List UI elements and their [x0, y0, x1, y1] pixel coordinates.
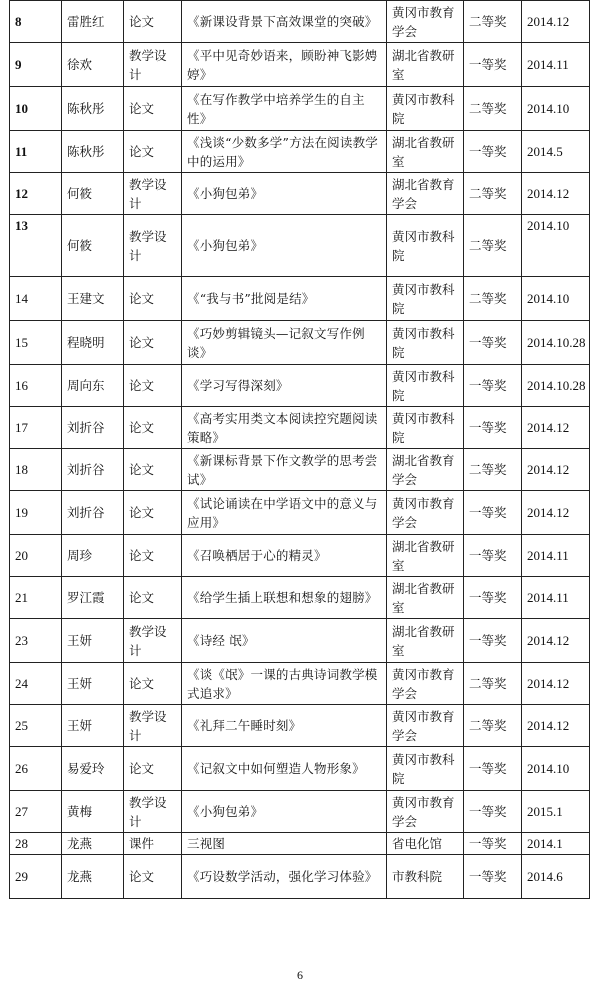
table-row — [10, 407, 590, 449]
work-type: 教学设计 — [124, 173, 182, 215]
author-name: 王建文 — [62, 277, 124, 321]
row-number: 27 — [10, 791, 62, 833]
table-row — [10, 535, 590, 577]
work-title: 《巧设数学活动，强化学习体验》 — [182, 855, 387, 899]
author-name: 何筱 — [62, 173, 124, 215]
row-number: 23 — [10, 619, 62, 663]
award-date: 2014.12 — [522, 407, 590, 449]
work-title: 《小狗包弟》 — [182, 215, 387, 277]
work-type: 论文 — [124, 365, 182, 407]
row-number: 12 — [10, 173, 62, 215]
work-type: 论文 — [124, 87, 182, 131]
work-title: 《给学生插上联想和想象的翅膀》 — [182, 577, 387, 619]
row-number: 19 — [10, 491, 62, 535]
author-name: 何筱 — [62, 215, 124, 277]
row-number: 18 — [10, 449, 62, 491]
row-number: 11 — [10, 131, 62, 173]
work-title: 《巧妙剪辑镜头—记叙文写作例谈》 — [182, 321, 387, 365]
work-type: 论文 — [124, 277, 182, 321]
table-row — [10, 43, 590, 87]
table-row — [10, 747, 590, 791]
award-level: 一等奖 — [464, 833, 522, 855]
author-name: 王妍 — [62, 705, 124, 747]
work-type: 论文 — [124, 491, 182, 535]
author-name: 易爱玲 — [62, 747, 124, 791]
award-level: 一等奖 — [464, 535, 522, 577]
award-level: 一等奖 — [464, 855, 522, 899]
work-title: 《“我与书”批阅是结》 — [182, 277, 387, 321]
award-level: 一等奖 — [464, 577, 522, 619]
row-number: 8 — [10, 1, 62, 43]
awarding-organization: 湖北省教育学会 — [387, 173, 464, 215]
work-title: 《记叙文中如何塑造人物形象》 — [182, 747, 387, 791]
author-name: 龙燕 — [62, 855, 124, 899]
work-type: 课件 — [124, 833, 182, 855]
table-row — [10, 577, 590, 619]
award-date: 2014.12 — [522, 619, 590, 663]
award-level: 一等奖 — [464, 619, 522, 663]
table-row — [10, 705, 590, 747]
work-title: 《在写作教学中培养学生的自主性》 — [182, 87, 387, 131]
table-row — [10, 791, 590, 833]
table-row — [10, 491, 590, 535]
awarding-organization: 湖北省教研室 — [387, 535, 464, 577]
award-level: 二等奖 — [464, 705, 522, 747]
awarding-organization: 黄冈市教育学会 — [387, 1, 464, 43]
awarding-organization: 黄冈市教育学会 — [387, 491, 464, 535]
table-row — [10, 87, 590, 131]
awarding-organization: 湖北省教研室 — [387, 43, 464, 87]
award-date: 2014.10 — [522, 215, 590, 277]
work-title: 《高考实用类文本阅读控究题阅读策略》 — [182, 407, 387, 449]
awarding-organization: 湖北省教研室 — [387, 619, 464, 663]
award-level: 一等奖 — [464, 407, 522, 449]
table-row — [10, 173, 590, 215]
work-title: 《平中见奇妙语来，顾盼神飞影娉婷》 — [182, 43, 387, 87]
award-date: 2014.11 — [522, 43, 590, 87]
row-number: 20 — [10, 535, 62, 577]
work-type: 论文 — [124, 1, 182, 43]
work-type: 论文 — [124, 321, 182, 365]
author-name: 雷胜红 — [62, 1, 124, 43]
awarding-organization: 湖北省教育学会 — [387, 449, 464, 491]
awarding-organization: 黄冈市教科院 — [387, 407, 464, 449]
award-date: 2014.11 — [522, 535, 590, 577]
author-name: 刘折谷 — [62, 407, 124, 449]
work-title: 《学习写得深刻》 — [182, 365, 387, 407]
award-level: 一等奖 — [464, 321, 522, 365]
award-date: 2014.12 — [522, 663, 590, 705]
work-type: 论文 — [124, 449, 182, 491]
work-title: 《礼拜二午睡时刻》 — [182, 705, 387, 747]
awarding-organization: 湖北省教研室 — [387, 131, 464, 173]
table-row — [10, 321, 590, 365]
award-date: 2015.1 — [522, 791, 590, 833]
award-date: 2014.5 — [522, 131, 590, 173]
table-row — [10, 277, 590, 321]
work-type: 论文 — [124, 131, 182, 173]
author-name: 王妍 — [62, 619, 124, 663]
award-date: 2014.12 — [522, 491, 590, 535]
awarding-organization: 湖北省教研室 — [387, 577, 464, 619]
row-number: 16 — [10, 365, 62, 407]
work-type: 教学设计 — [124, 215, 182, 277]
award-level: 二等奖 — [464, 277, 522, 321]
award-level: 一等奖 — [464, 491, 522, 535]
awarding-organization: 市教科院 — [387, 855, 464, 899]
award-level: 二等奖 — [464, 1, 522, 43]
row-number: 21 — [10, 577, 62, 619]
work-title: 《诗经 氓》 — [182, 619, 387, 663]
award-date: 2014.6 — [522, 855, 590, 899]
author-name: 刘折谷 — [62, 449, 124, 491]
award-date: 2014.11 — [522, 577, 590, 619]
award-level: 二等奖 — [464, 215, 522, 277]
work-type: 教学设计 — [124, 43, 182, 87]
award-level: 一等奖 — [464, 131, 522, 173]
work-title: 《新课标背景下作文教学的思考尝试》 — [182, 449, 387, 491]
row-number: 13 — [10, 215, 62, 277]
author-name: 陈秋彤 — [62, 131, 124, 173]
row-number: 28 — [10, 833, 62, 855]
awarding-organization: 黄冈市教科院 — [387, 747, 464, 791]
table-row — [10, 1, 590, 43]
row-number: 25 — [10, 705, 62, 747]
author-name: 黄梅 — [62, 791, 124, 833]
award-level: 二等奖 — [464, 663, 522, 705]
awarding-organization: 黄冈市教育学会 — [387, 705, 464, 747]
award-date: 2014.10 — [522, 87, 590, 131]
author-name: 程晓明 — [62, 321, 124, 365]
work-title: 《试论诵读在中学语文中的意义与应用》 — [182, 491, 387, 535]
work-type: 教学设计 — [124, 791, 182, 833]
row-number: 24 — [10, 663, 62, 705]
table-row — [10, 215, 590, 277]
row-number: 17 — [10, 407, 62, 449]
work-title: 《小狗包弟》 — [182, 791, 387, 833]
author-name: 徐欢 — [62, 43, 124, 87]
author-name: 罗江霞 — [62, 577, 124, 619]
award-date: 2014.12 — [522, 705, 590, 747]
table-row — [10, 365, 590, 407]
work-type: 论文 — [124, 577, 182, 619]
awarding-organization: 黄冈市教育学会 — [387, 791, 464, 833]
row-number: 9 — [10, 43, 62, 87]
awarding-organization: 黄冈市教育学会 — [387, 663, 464, 705]
award-level: 一等奖 — [464, 43, 522, 87]
award-date: 2014.12 — [522, 449, 590, 491]
award-date: 2014.1 — [522, 833, 590, 855]
awarding-organization: 黄冈市教科院 — [387, 87, 464, 131]
work-title: 《浅谈“少数多学”方法在阅读教学中的运用》 — [182, 131, 387, 173]
row-number: 10 — [10, 87, 62, 131]
work-type: 论文 — [124, 535, 182, 577]
award-date: 2014.10.28 — [522, 365, 590, 407]
author-name: 陈秋彤 — [62, 87, 124, 131]
award-level: 二等奖 — [464, 87, 522, 131]
awards-table — [9, 0, 590, 899]
award-level: 一等奖 — [464, 791, 522, 833]
award-date: 2014.10 — [522, 277, 590, 321]
award-level: 二等奖 — [464, 449, 522, 491]
awarding-organization: 省电化馆 — [387, 833, 464, 855]
row-number: 15 — [10, 321, 62, 365]
author-name: 刘折谷 — [62, 491, 124, 535]
award-date: 2014.12 — [522, 1, 590, 43]
work-type: 论文 — [124, 855, 182, 899]
row-number: 29 — [10, 855, 62, 899]
awarding-organization: 黄冈市教科院 — [387, 277, 464, 321]
work-type: 教学设计 — [124, 705, 182, 747]
work-title: 三视图 — [182, 833, 387, 855]
award-date: 2014.10 — [522, 747, 590, 791]
row-number: 14 — [10, 277, 62, 321]
work-type: 论文 — [124, 663, 182, 705]
row-number: 26 — [10, 747, 62, 791]
table-row — [10, 449, 590, 491]
work-title: 《谈《氓》一课的古典诗词教学模式追求》 — [182, 663, 387, 705]
work-type: 论文 — [124, 747, 182, 791]
award-date: 2014.10.28 — [522, 321, 590, 365]
award-date: 2014.12 — [522, 173, 590, 215]
table-row — [10, 663, 590, 705]
awarding-organization: 黄冈市教科院 — [387, 215, 464, 277]
table-row — [10, 131, 590, 173]
work-title: 《新课设背景下高效课堂的突破》 — [182, 1, 387, 43]
author-name: 龙燕 — [62, 833, 124, 855]
award-level: 一等奖 — [464, 747, 522, 791]
table-row — [10, 833, 590, 855]
table-row — [10, 855, 590, 899]
award-level: 一等奖 — [464, 365, 522, 407]
awarding-organization: 黄冈市教科院 — [387, 321, 464, 365]
awarding-organization: 黄冈市教科院 — [387, 365, 464, 407]
work-type: 论文 — [124, 407, 182, 449]
work-title: 《召唤栖居于心的精灵》 — [182, 535, 387, 577]
author-name: 周珍 — [62, 535, 124, 577]
author-name: 周向东 — [62, 365, 124, 407]
work-title: 《小狗包弟》 — [182, 173, 387, 215]
table-row — [10, 619, 590, 663]
work-type: 教学设计 — [124, 619, 182, 663]
page-number: 6 — [297, 968, 303, 982]
author-name: 王妍 — [62, 663, 124, 705]
award-level: 二等奖 — [464, 173, 522, 215]
